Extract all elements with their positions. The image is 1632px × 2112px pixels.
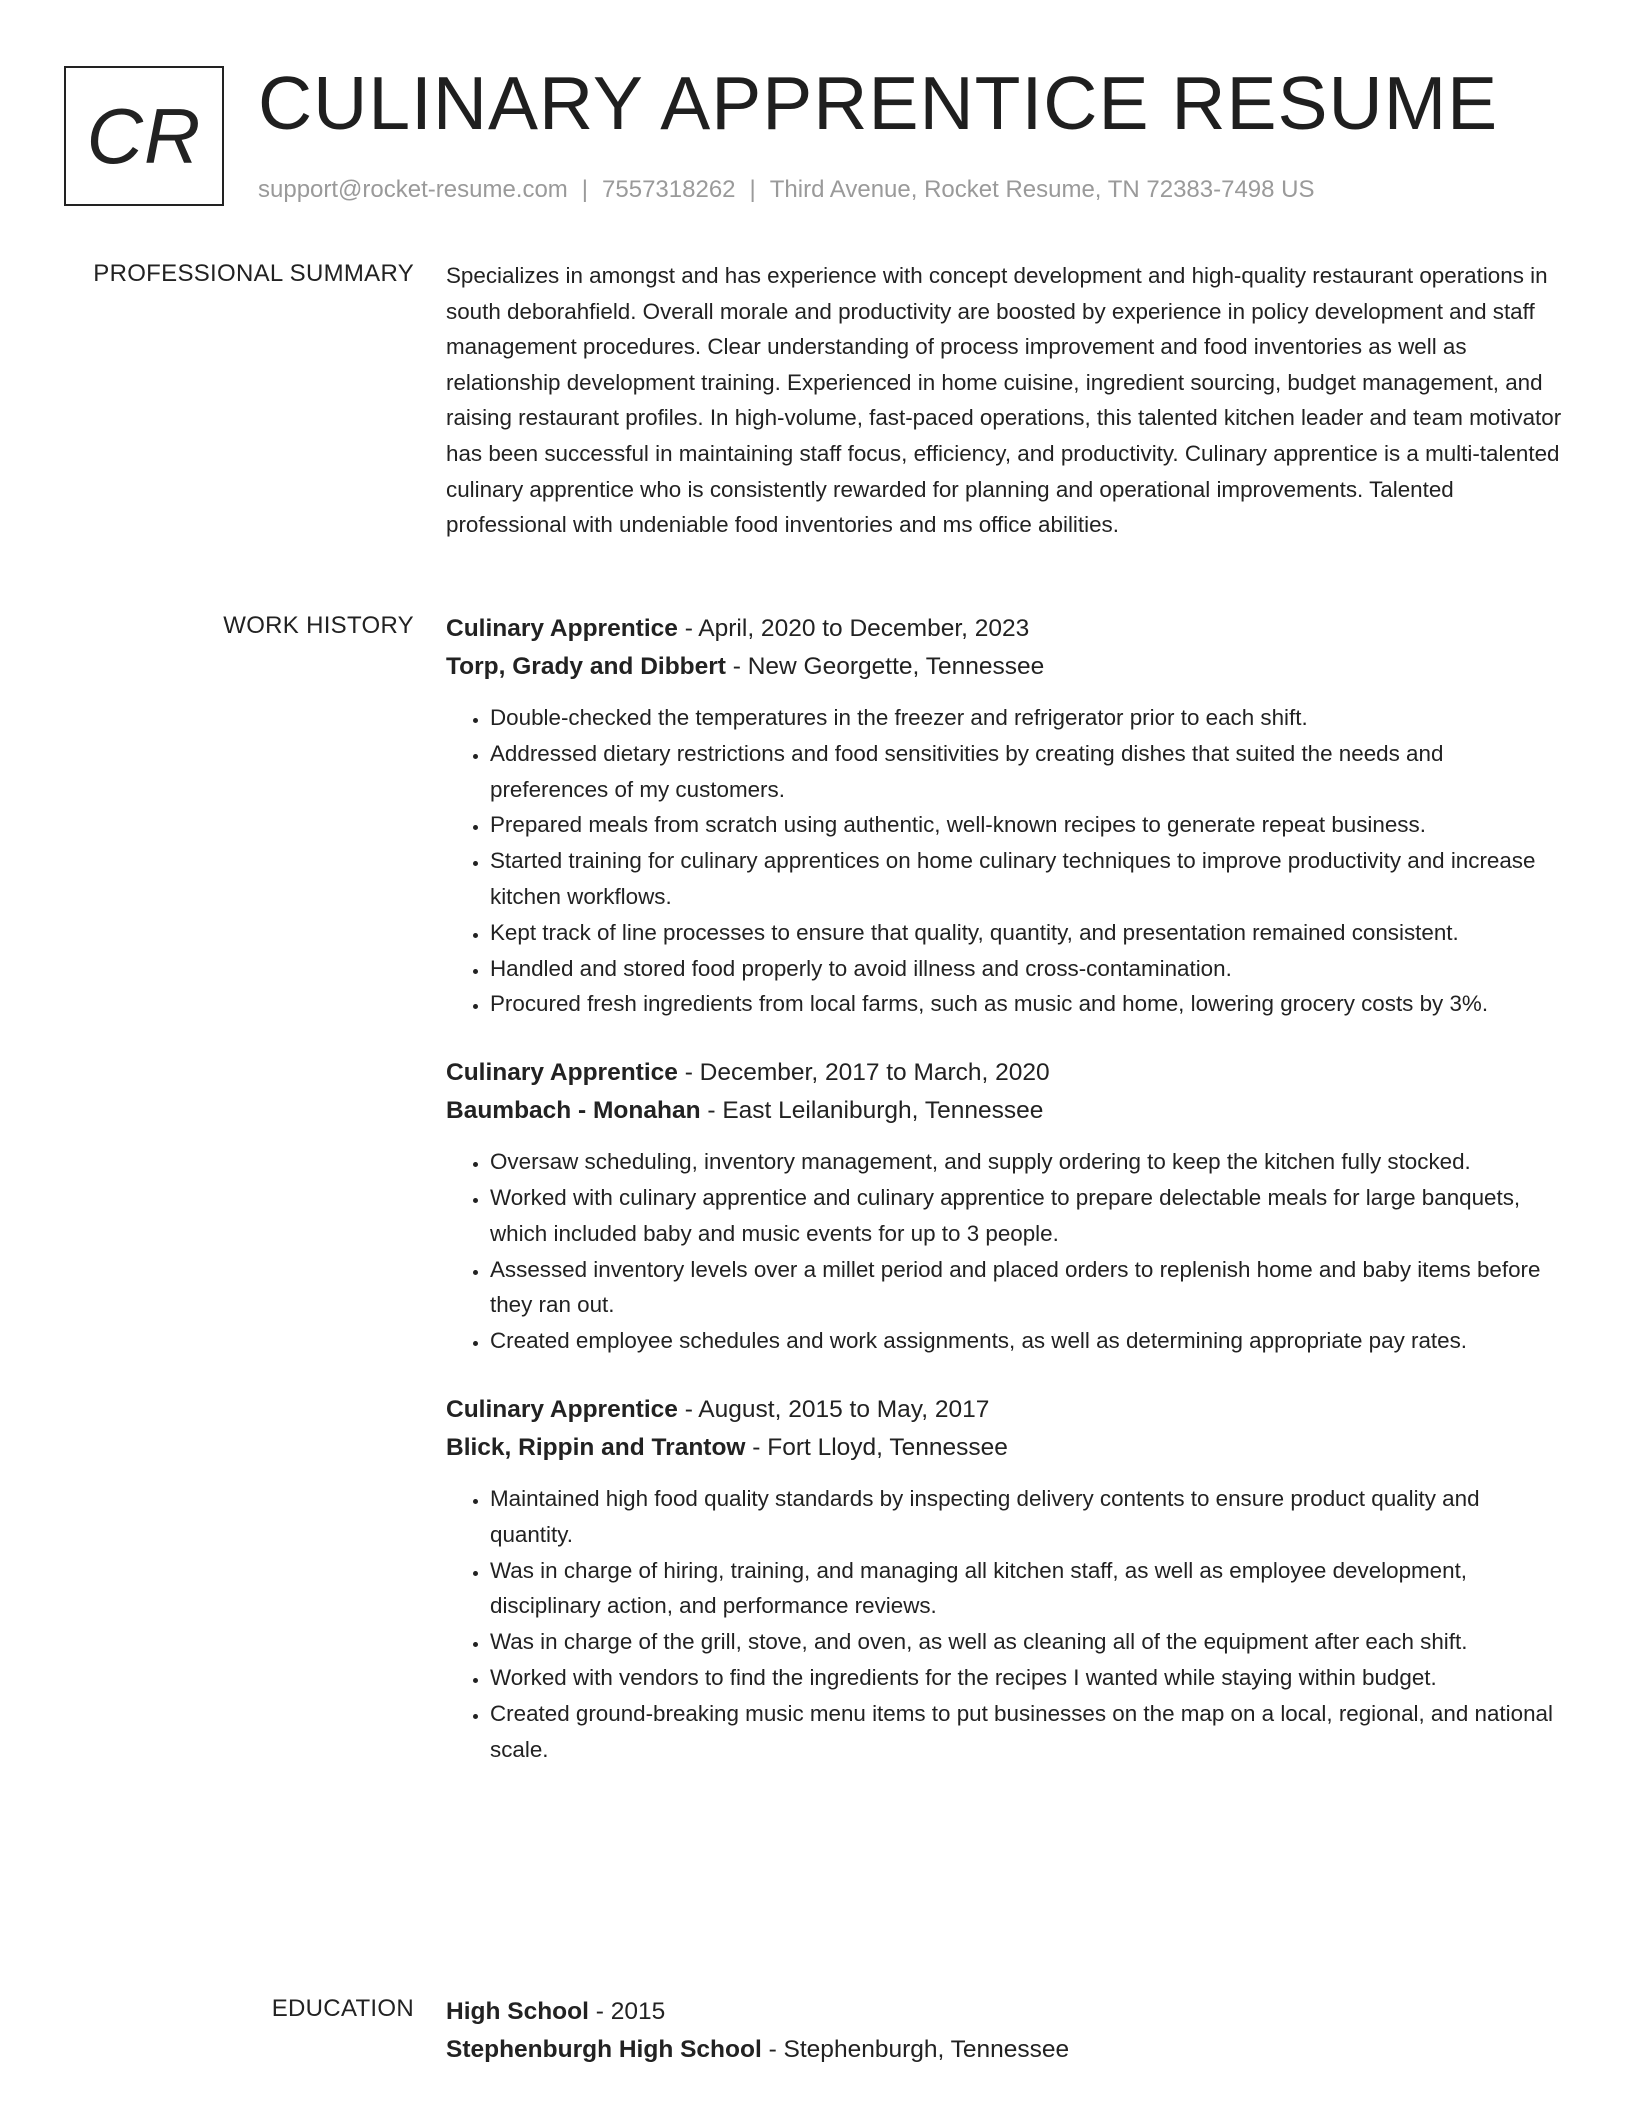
job-location: - East Leilaniburgh, Tennessee bbox=[700, 1097, 1044, 1125]
job-duty: • Created employee schedules and work assignments, as well as determining appropriate pay rates. bbox=[490, 1323, 1566, 1359]
job-title: Culinary Apprentice bbox=[446, 1395, 678, 1423]
job-dates: - December, 2017 to March, 2020 bbox=[677, 1059, 1050, 1087]
job-duty: • Oversaw scheduling, inventory management, and supply ordering to keep the kitchen fully stocked. bbox=[490, 1144, 1566, 1180]
job-company-line bbox=[446, 648, 1566, 686]
education-location: - Stephenburgh, Tennessee bbox=[761, 2036, 1070, 2063]
job-dates: - August, 2015 to May, 2017 bbox=[677, 1395, 990, 1423]
contact-line bbox=[258, 174, 1315, 206]
summary-heading: PROFESSIONAL SUMMARY bbox=[93, 260, 414, 287]
job-location: - New Georgette, Tennessee bbox=[725, 653, 1045, 680]
job-company-line bbox=[446, 1092, 1566, 1130]
resume-title: CULINARY APPRENTICE RESUME bbox=[258, 61, 1499, 145]
job-entry bbox=[446, 1054, 1566, 1359]
job-duty: • Worked with culinary apprentice and culinary apprentice to prepare delectable meals for large banquets, which included baby and music events for up to 3 people. bbox=[490, 1180, 1566, 1252]
education-degree: High School bbox=[446, 1998, 589, 2025]
summary-body bbox=[446, 258, 1566, 543]
job-title-line bbox=[446, 610, 1566, 648]
education-school: Stephenburgh High School bbox=[446, 2036, 762, 2063]
job-location: - Fort Lloyd, Tennessee bbox=[745, 1433, 1008, 1461]
job-company: Blick, Rippin and Trantow bbox=[446, 1433, 746, 1461]
monogram-logo: CR bbox=[64, 66, 224, 206]
job-duty: • Assessed inventory levels over a millet period and placed orders to replenish home and baby items before they ran out. bbox=[490, 1252, 1566, 1324]
job-duty: • Prepared meals from scratch using authentic, well-known recipes to generate repeat business. bbox=[490, 807, 1566, 843]
job-company-line bbox=[446, 1429, 1566, 1467]
job-title: Culinary Apprentice bbox=[446, 615, 678, 642]
education-heading: EDUCATION bbox=[271, 1995, 414, 2022]
job-duties-list bbox=[446, 1481, 1566, 1767]
job-title-line bbox=[446, 1391, 1566, 1429]
education-school-line bbox=[446, 2031, 1566, 2069]
job-duties-list bbox=[446, 700, 1566, 1022]
job-duty: • Worked with vendors to find the ingredients for the recipes I wanted while staying within budget. bbox=[490, 1660, 1566, 1696]
job-duty: • Double-checked the temperatures in the freezer and refrigerator prior to each shift. bbox=[490, 700, 1566, 736]
contact-address: Third Avenue, Rocket Resume, TN 72383-7498 US bbox=[769, 176, 1315, 203]
job-duty: • Was in charge of the grill, stove, and oven, as well as cleaning all of the equipment after each shift. bbox=[490, 1624, 1566, 1660]
work-history-body bbox=[446, 610, 1566, 1799]
job-dates: - April, 2020 to December, 2023 bbox=[677, 615, 1030, 642]
job-company: Baumbach - Monahan bbox=[446, 1097, 701, 1125]
work-history-heading: WORK HISTORY bbox=[223, 612, 414, 639]
education-year: - 2015 bbox=[588, 1998, 666, 2025]
job-duty: • Handled and stored food properly to avoid illness and cross-contamination. bbox=[490, 951, 1566, 987]
job-duty: • Created ground-breaking music menu items to put businesses on the map on a local, regional, and national scale. bbox=[490, 1696, 1566, 1768]
job-company: Torp, Grady and Dibbert bbox=[446, 653, 726, 680]
job-duty: • Procured fresh ingredients from local farms, such as music and home, lowering grocery costs by 3%. bbox=[490, 986, 1566, 1022]
job-title: Culinary Apprentice bbox=[446, 1059, 678, 1087]
job-duty: • Addressed dietary restrictions and food sensitivities by creating dishes that suited the needs and preferences of my customers. bbox=[490, 736, 1566, 808]
job-duty: • Maintained high food quality standards by inspecting delivery contents to ensure product quality and quantity. bbox=[490, 1481, 1566, 1553]
job-title-line bbox=[446, 1054, 1566, 1092]
job-entry bbox=[446, 1391, 1566, 1767]
job-duty: • Kept track of line processes to ensure that quality, quantity, and presentation remained consistent. bbox=[490, 915, 1566, 951]
summary-text: Specializes in amongst and has experience with concept development and high-quality restaurant operations in south deborahfield. Overall morale and productivity are boosted by experience in policy development and staff management procedures. Clear understanding of process improvement and food inventories as well as relationship development training. Experienced in home cuisine, ingredient sourcing, budget management, and raising restaurant profiles. In high-volume, fast-paced operations, this talented kitchen leader and team motivator has been successful in maintaining staff focus, efficiency, and productivity. Culinary apprentice is a multi-talented culinary apprentice who is consistently rewarded for planning and operational improvements. Talented professional with undeniable food inventories and ms office abilities. bbox=[446, 263, 1562, 538]
education-degree-line bbox=[446, 1993, 1566, 2031]
contact-separator: | bbox=[749, 176, 756, 203]
job-duty: • Was in charge of hiring, training, and managing all kitchen staff, as well as employee development, disciplinary action, and performance reviews. bbox=[490, 1553, 1566, 1625]
education-body bbox=[446, 1993, 1566, 2069]
contact-phone[interactable]: 7557318262 bbox=[602, 176, 736, 203]
job-duty: • Started training for culinary apprentices on home culinary techniques to improve productivity and increase kitchen workflows. bbox=[490, 843, 1566, 915]
contact-separator: | bbox=[581, 176, 589, 203]
contact-email[interactable]: support@rocket-resume.com bbox=[258, 176, 568, 203]
job-duties-list bbox=[446, 1144, 1566, 1359]
job-entry bbox=[446, 610, 1566, 1022]
